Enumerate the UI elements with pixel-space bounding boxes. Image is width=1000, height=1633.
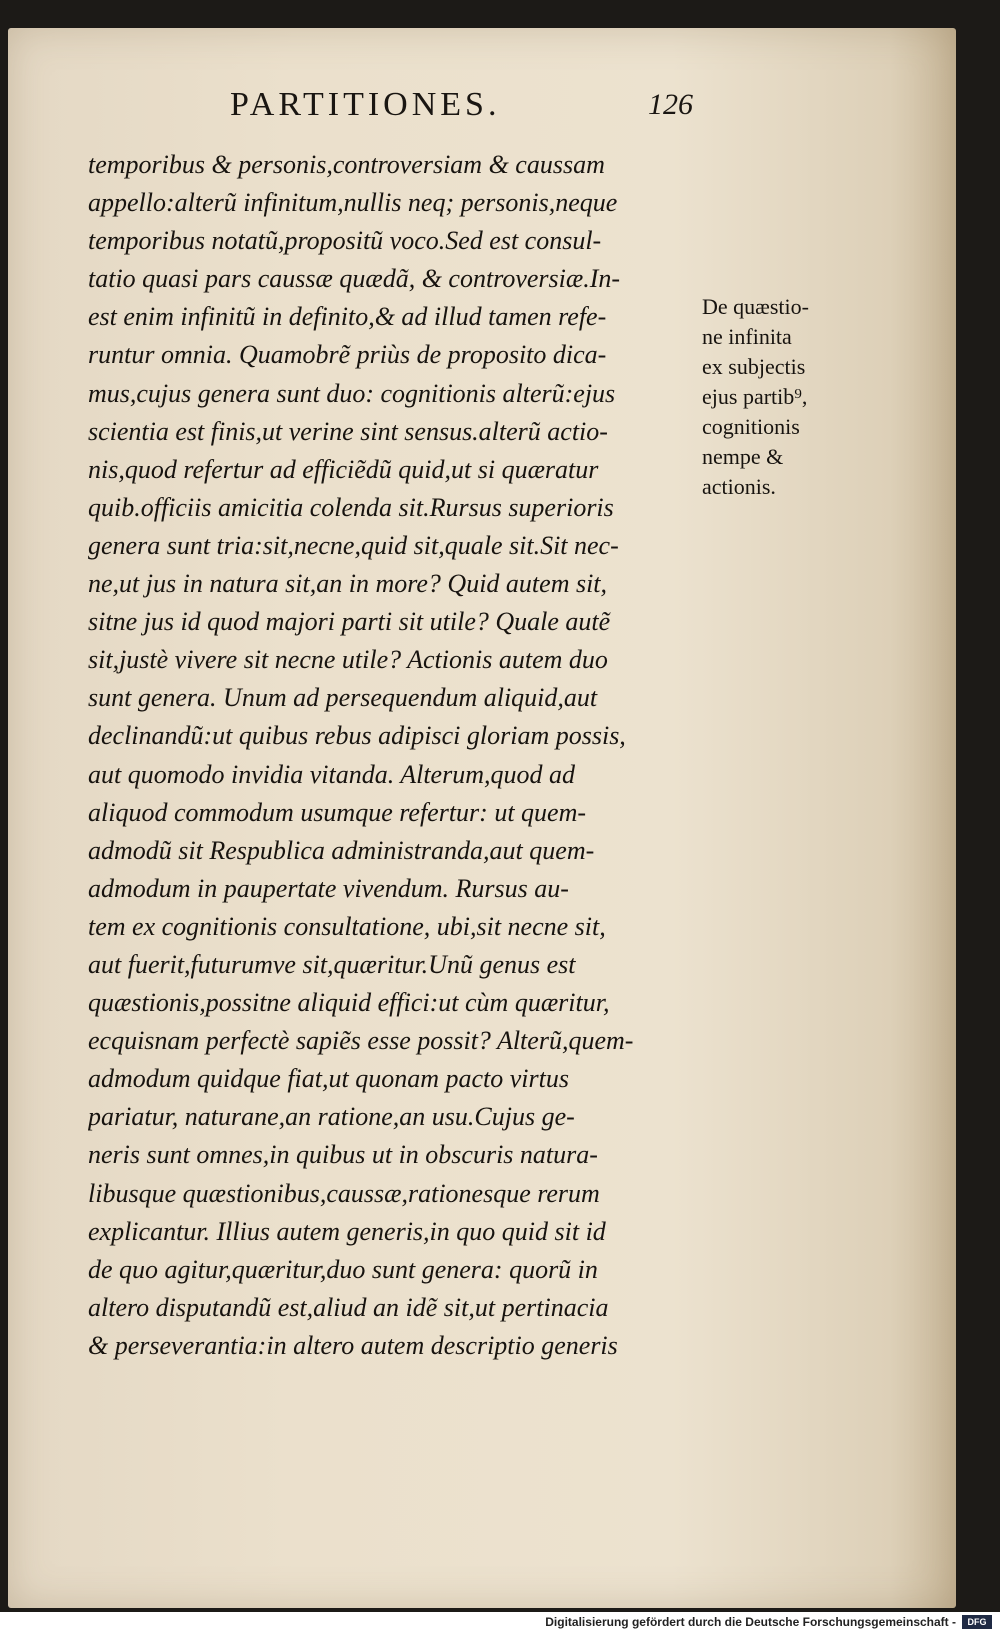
text-line: scientia est finis,ut verine sint sensus.alterũ actio- <box>88 416 608 446</box>
text-line: ecquisnam perfectè sapiẽs esse possit? Alterũ,quem- <box>88 1026 634 1056</box>
text-line: libusque quæstionibus,caussæ,rationesque rerum <box>88 1178 600 1208</box>
text-line: sitne jus id quod majori parti sit utile? Quale autẽ <box>88 607 611 637</box>
text-line: genera sunt tria:sit,necne,quid sit,quale sit.Sit nec- <box>88 530 619 560</box>
text-line: admodum in paupertate vivendum. Rursus au- <box>88 873 569 903</box>
text-line: aut quomodo invidia vitanda. Alterum,quod ad <box>88 759 575 789</box>
marginal-note-line: ex subjectis <box>702 354 806 379</box>
running-head: PARTITIONES. <box>230 86 501 123</box>
marginal-note-line: cognitionis <box>702 414 800 439</box>
text-line: admodum quidque fiat,ut quonam pacto virtus <box>88 1064 569 1094</box>
text-line: tatio quasi pars caussæ quædã, & controversiæ.In- <box>88 264 621 294</box>
text-line: nis,quod refertur ad efficiẽdũ quid,ut si quæratur <box>88 454 599 484</box>
text-line: & perseverantia:in altero autem descriptio generis <box>88 1330 618 1360</box>
text-line: temporibus notatũ,propositũ voco.Sed est consul- <box>88 226 602 256</box>
text-line: quæstionis,possitne aliquid effici:ut cùm quæritur, <box>88 988 610 1018</box>
text-line: quib.officiis amicitia colenda sit.Rursus superioris <box>88 492 614 522</box>
page-number: 126 <box>648 88 693 121</box>
text-line: explicantur. Illius autem generis,in quo quid sit id <box>88 1216 606 1246</box>
text-line: aliquod commodum usumque refertur: ut quem- <box>88 797 587 827</box>
funding-credit: Digitalisierung gefördert durch die Deutsche Forschungsgemeinschaft - <box>545 1615 956 1629</box>
marginal-note-line: ne infinita <box>702 324 792 349</box>
text-line: appello:alterũ infinitum,nullis neq; personis,neque <box>88 188 618 218</box>
marginal-note <box>702 292 842 502</box>
marginal-note-line: De quæstio- <box>702 294 809 319</box>
dfg-logo: DFG <box>962 1615 992 1629</box>
text-line: aut fuerit,futurumve sit,quæritur.Unũ genus est <box>88 949 576 979</box>
text-line: tem ex cognitionis consultatione, ubi,sit necne sit, <box>88 911 606 941</box>
marginal-note-line: actionis. <box>702 474 776 499</box>
text-line: est enim infinitũ in definito,& ad illud tamen refe- <box>88 302 607 332</box>
text-line: ne,ut jus in natura sit,an in more? Quid autem sit, <box>88 569 608 599</box>
page-header <box>8 86 956 146</box>
text-line: sit,justè vivere sit necne utile? Actionis autem duo <box>88 645 608 675</box>
digitization-footer <box>0 1612 1000 1633</box>
book-page <box>8 28 956 1608</box>
text-line: pariatur, naturane,an ratione,an usu.Cujus ge- <box>88 1102 575 1132</box>
text-line: de quo agitur,quæritur,duo sunt genera: quorũ in <box>88 1254 598 1284</box>
text-line: runtur omnia. Quamobrẽ priùs de proposito dica- <box>88 340 607 370</box>
body-text <box>88 146 708 1365</box>
text-line: declinandũ:ut quibus rebus adipisci gloriam possis, <box>88 721 626 751</box>
marginal-note-line: ejus partib⁹, <box>702 384 808 409</box>
text-line: neris sunt omnes,in quibus ut in obscuris natura- <box>88 1140 598 1170</box>
text-line: mus,cujus genera sunt duo: cognitionis alterũ:ejus <box>88 378 616 408</box>
text-line: admodũ sit Respublica administranda,aut quem- <box>88 835 595 865</box>
marginal-note-line: nempe & <box>702 444 784 469</box>
text-line: sunt genera. Unum ad persequendum aliquid,aut <box>88 683 598 713</box>
text-line: altero disputandũ est,aliud an idẽ sit,ut pertinacia <box>88 1292 609 1322</box>
text-line: temporibus & personis,controversiam & caussam <box>88 150 605 179</box>
